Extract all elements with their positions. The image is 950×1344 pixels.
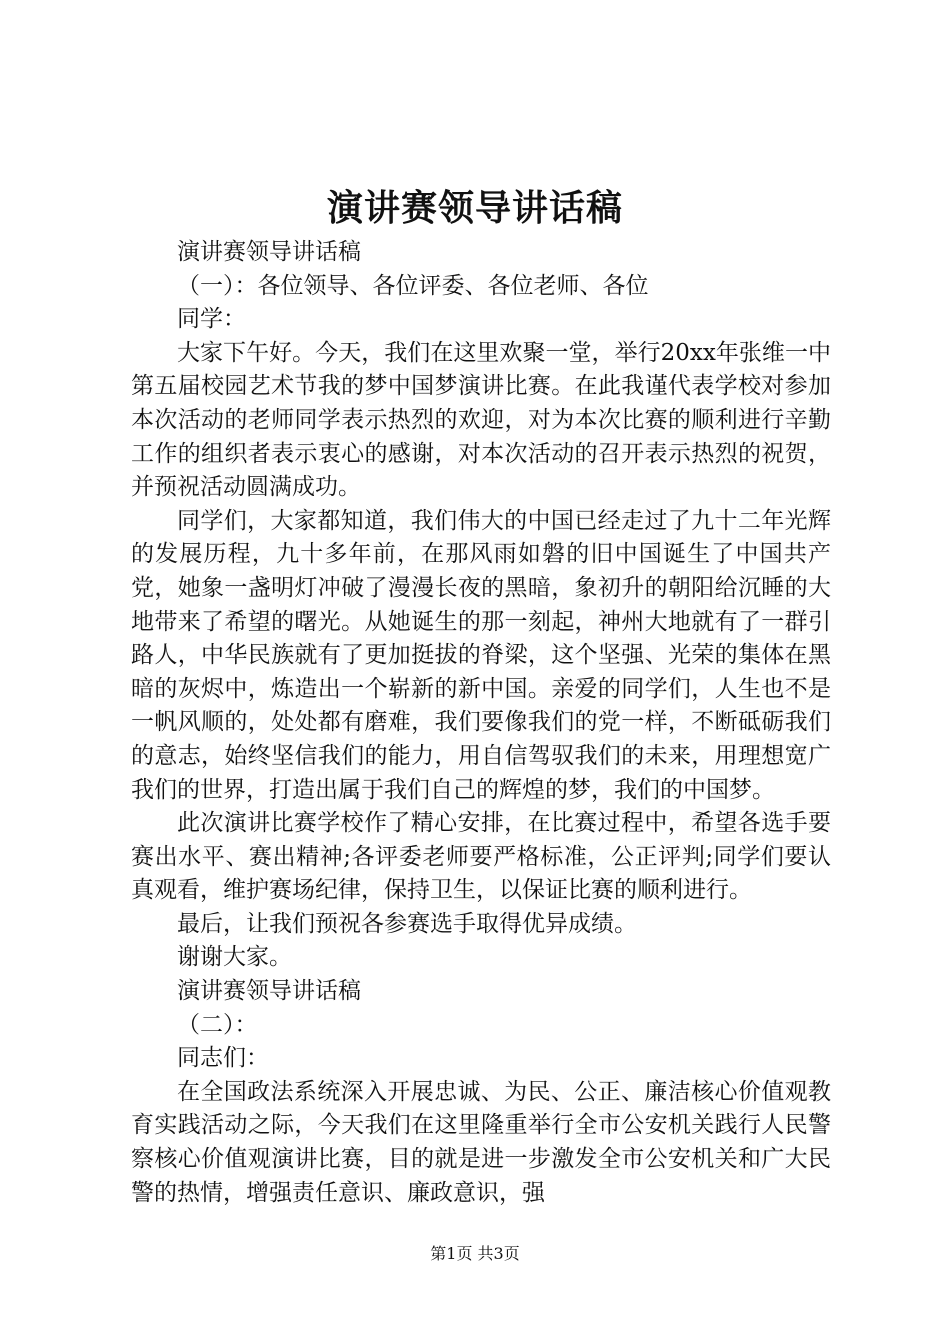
- paragraph: 在全国政法系统深入开展忠诚、为民、公正、廉洁核心价值观教育实践活动之际，今天我们在这里隆重举行全市公安机关践行人民警察核心价值观演讲比赛，目的就是进一步激发全市公安机关和广大民警的热情，增强责任意识、廉政意识，强: [131, 1078, 831, 1206]
- paragraph: 最后，让我们预祝各参赛选手取得优异成绩。: [177, 910, 637, 937]
- document-body: [131, 236, 831, 1210]
- paragraph: 大家下午好。今天，我们在这里欢聚一堂，举行20xx年张维一中第五届校园艺术节我的梦中国梦演讲比赛。在此我谨代表学校对参加本次活动的老师同学表示热烈的欢迎，对为本次比赛的顺利进行辛勤工作的组织者表示衷心的感谢，对本次活动的召开表示热烈的祝贺，并预祝活动圆满成功。: [131, 339, 831, 501]
- paragraph: 演讲赛领导讲话稿: [177, 978, 361, 1005]
- document-title: 演讲赛领导讲话稿: [326, 187, 623, 229]
- paragraph: 演讲赛领导讲话稿: [177, 239, 361, 265]
- paragraph: 同学：: [177, 306, 246, 333]
- paragraph: 同志们：: [177, 1045, 269, 1072]
- paragraph: 谢谢大家。: [177, 944, 292, 971]
- paragraph: （一）：各位领导、各位评委、各位老师、各位: [177, 272, 649, 299]
- paragraph: 此次演讲比赛学校作了精心安排，在比赛过程中，希望各选手要赛出水平、赛出精神;各评委老师要严格标准，公正评判;同学们要认真观看，维护赛场纪律，保持卫生，以保证比赛的顺利进行。: [131, 810, 831, 904]
- paragraph: 同学们，大家都知道，我们伟大的中国已经走过了九十二年光辉的发展历程，九十多年前，在那风雨如磐的旧中国诞生了中国共产党，她象一盏明灯冲破了漫漫长夜的黑暗，象初升的朝阳给沉睡的大地带来了希望的曙光。从她诞生的那一刻起，神州大地就有了一群引路人，中华民族就有了更加挺拔的脊梁，这个坚强、光荣的集体在黑暗的灰烬中，炼造出一个崭新的新中国。亲爱的同学们，人生也不是一帆风顺的，处处都有磨难，我们要像我们的党一样，不断砥砺我们的意志，始终坚信我们的能力，用自信驾驭我们的未来，用理想宽广我们的世界，打造出属于我们自己的辉煌的梦，我们的中国梦。: [131, 507, 831, 803]
- paragraph: （二）：: [177, 1011, 258, 1038]
- page-number: 第1页 共3页: [430, 1244, 520, 1263]
